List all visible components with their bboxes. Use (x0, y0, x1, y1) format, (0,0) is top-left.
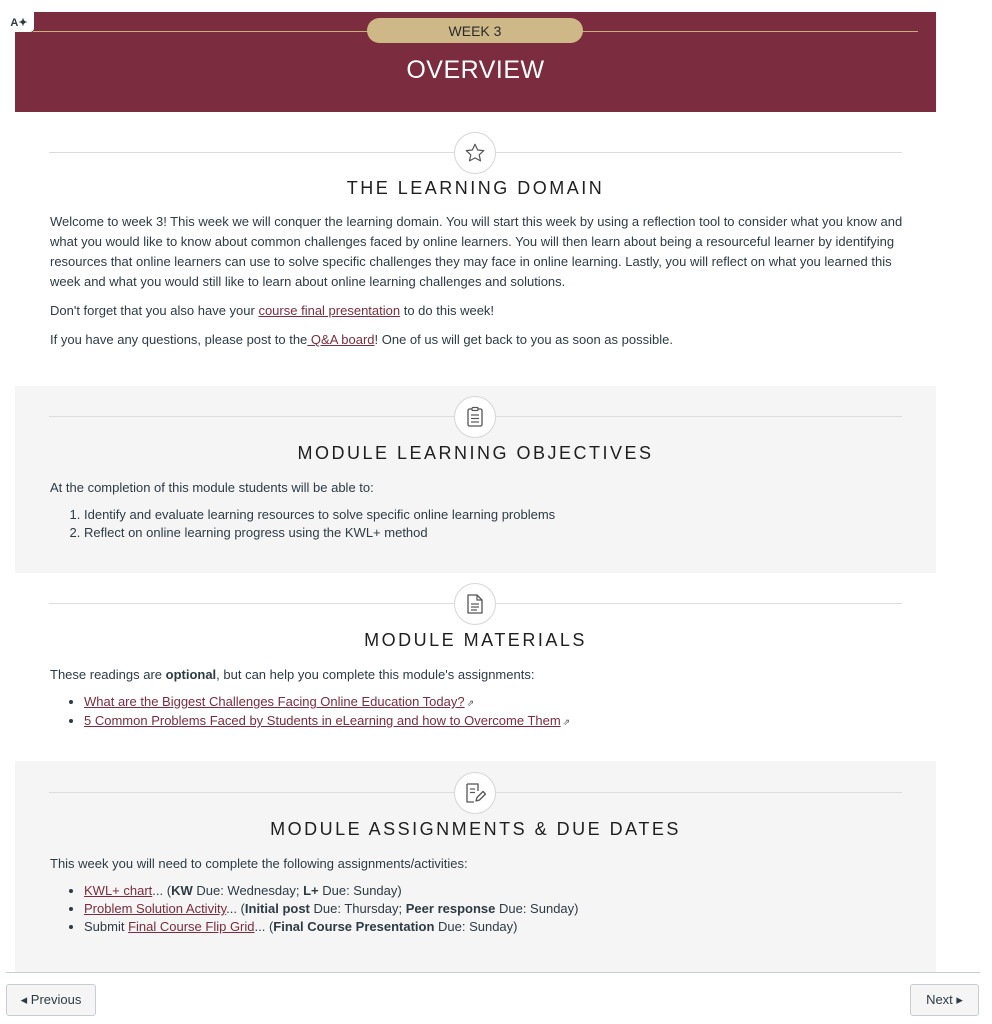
objectives-intro: At the completion of this module students will be able to: (50, 480, 374, 495)
section-title: THE LEARNING DOMAIN (346, 178, 605, 198)
learning-objectives-section (15, 386, 936, 573)
assignments-intro: This week you will need to complete the following assignments/activities: (50, 856, 468, 871)
questions-paragraph: If you have any questions, please post to the Q&A board! One of us will get back to you as soon as possible. (50, 332, 673, 347)
materials-intro: These readings are optional, but can help you complete this module's assignments: (50, 667, 535, 682)
problem-solution-activity-link[interactable]: Problem Solution Activity (84, 901, 227, 916)
footer-divider (6, 972, 980, 973)
final-course-flip-grid-link[interactable]: Final Course Flip Grid (128, 919, 255, 934)
reading-link-challenges[interactable]: What are the Biggest Challenges Facing Online Education Today? (84, 694, 465, 709)
section-body (50, 212, 905, 350)
previous-button[interactable]: ◂ Previous (6, 984, 96, 1016)
learning-domain-section (15, 112, 936, 386)
module-materials-section (15, 573, 936, 761)
external-link-icon: ⇗ (466, 698, 475, 708)
document-icon (454, 583, 496, 625)
kwl-chart-link[interactable]: KWL+ chart (84, 883, 153, 898)
page-title: OVERVIEW (406, 56, 545, 84)
objective-item: 2. Reflect on online learning progress using the KWL+ method (84, 524, 905, 542)
week-banner (15, 12, 936, 112)
list-item (84, 712, 905, 731)
edit-document-icon (454, 772, 496, 814)
list-item: • Submit Final Course Flip Grid... (Final Course Presentation Due: Sunday) (84, 918, 905, 936)
star-icon (454, 132, 496, 174)
course-final-presentation-link[interactable]: course final presentation (258, 303, 401, 318)
accessibility-tool-button[interactable]: A✦ (4, 12, 34, 32)
week-label: WEEK 3 (367, 18, 583, 43)
intro-paragraph: Welcome to week 3! This week we will conquer the learning domain. You will start this week by using a reflection tool to consider what you know and what you would like to know about common challenges faced by online learners. You will then learn about being a resourceful learner by identifying resources that online learners can use to solve specific challenges they may face in online learning. Lastly, you will reflect on what you learned this week and what you would still like to learn about online learning challenges and solutions. (50, 214, 903, 289)
qa-board-link[interactable]: Q&A board (307, 332, 375, 347)
objectives-list (50, 506, 905, 542)
reading-link-common-problems[interactable]: 5 Common Problems Faced by Students in eLearning and how to Overcome Them (84, 713, 561, 728)
section-body (50, 478, 905, 542)
next-button[interactable]: Next ▸ (910, 984, 979, 1016)
external-link-icon: ⇗ (562, 717, 571, 727)
section-title: MODULE ASSIGNMENTS & DUE DATES (270, 819, 681, 839)
section-body (50, 854, 905, 936)
module-assignments-section (15, 761, 936, 973)
materials-list (50, 693, 905, 731)
objective-item: 1. Identify and evaluate learning resources to solve specific online learning problems (84, 506, 905, 524)
section-title: MODULE MATERIALS (364, 630, 587, 650)
list-item (84, 693, 905, 712)
reminder-paragraph: Don't forget that you also have your course final presentation to do this week! (50, 303, 495, 318)
section-title: MODULE LEARNING OBJECTIVES (297, 443, 654, 463)
assignments-list (50, 882, 905, 936)
clipboard-list-icon (454, 396, 496, 438)
section-body (50, 665, 905, 731)
list-item: • KWL+ chart... (KW Due: Wednesday; L+ Due: Sunday) (84, 882, 905, 900)
list-item: • Problem Solution Activity... (Initial post Due: Thursday; Peer response Due: Sunday) (84, 900, 905, 918)
